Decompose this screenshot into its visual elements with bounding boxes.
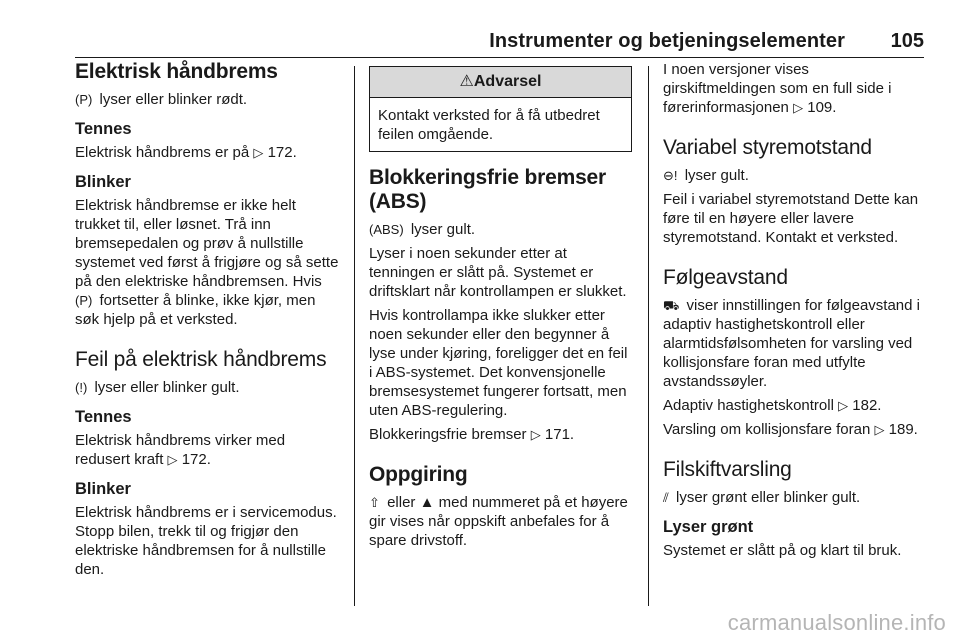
tennes-2-text: Elektrisk håndbrems virker med redusert kraft ▷ 172.: [75, 432, 286, 468]
abs-status-line: (ABS) lyser gult.: [369, 221, 476, 238]
header-divider: [75, 57, 924, 58]
heading-filskiftvarsling: Filskiftvarsling: [663, 458, 792, 481]
parking-brake-icon: (P): [75, 293, 93, 308]
warning-box: [369, 66, 632, 152]
column-divider-2: [648, 66, 649, 606]
folge-paragraph-2: Adaptiv hastighetskontroll ▷ 182.: [663, 397, 882, 414]
heading-tennes-2: Tennes: [75, 408, 132, 426]
shift-up-icon: ⇧: [369, 495, 380, 510]
fil-status-line: ⫽ lyser grønt eller blinker gult.: [663, 489, 861, 506]
abs-paragraph-2: Hvis kontrollampa ikke slukker etter noen sekunder eller den begynner å lyse under kjøring, foreligger det en feil i ABS-systemet. Det konvensjonelle bremsesystemet fungerer fortsatt, men uten ABS-regulering.: [369, 307, 628, 419]
page-number: 105: [890, 30, 924, 52]
warning-text: Kontakt verksted for å få utbedret feilen omgående.: [378, 107, 600, 143]
ehb-status-line: (P) lyser eller blinker rødt.: [75, 91, 248, 108]
page-ref-link[interactable]: 171.: [544, 426, 575, 443]
blinker-2-text: Elektrisk håndbrems er i servicemodus. Stopp bilen, trekk til og frigjør den elektriske håndbremsen for å nullstille den.: [75, 504, 337, 578]
warning-header: ⚠Advarsel: [370, 67, 631, 98]
heading-tennes-1: Tennes: [75, 120, 132, 138]
folge-paragraph-1: ⛟ viser innstillingen for følgeavstand i adaptiv hastighetskontroll eller alarmtidsfølsomheten for varsling ved kollisjonsfare foran med utfylte avstandssøyler.: [663, 297, 920, 390]
brake-fault-icon: (!): [75, 380, 88, 395]
page-ref-link[interactable]: 172.: [181, 451, 211, 468]
warning-triangle-icon: ⚠: [459, 73, 474, 90]
abs-paragraph-1: Lyser i noen sekunder etter at tenningen er slått på. Systemet er driftsklart når kontrollampen er slukket.: [369, 245, 627, 300]
tennes-1-text: Elektrisk håndbrems er på ▷ 172.: [75, 144, 297, 161]
heading-blinker-1: Blinker: [75, 173, 131, 191]
lyser-gront-text: Systemet er slått på og klart til bruk.: [663, 542, 902, 559]
page-ref-arrow-icon: ▷: [838, 398, 849, 413]
page-ref-arrow-icon: ▷: [874, 422, 885, 437]
folge-paragraph-3: Varsling om kollisjonsfare foran ▷ 189.: [663, 421, 918, 438]
heading-folgeavstand: Følgeavstand: [663, 266, 788, 289]
heading-oppgiring: Oppgiring: [369, 463, 468, 486]
heading-abs: Blokkeringsfrie bremser (ABS): [369, 166, 607, 213]
page-title: Instrumenter og betjeningselementer: [489, 30, 845, 52]
page-ref-arrow-icon: ▷: [167, 452, 178, 467]
page-ref-arrow-icon: ▷: [530, 427, 541, 442]
heading-variabel-styremotstand: Variabel styremotstand: [663, 136, 872, 159]
abs-icon: (ABS): [369, 222, 404, 237]
heading-blinker-2: Blinker: [75, 480, 131, 498]
up-arrow-icon: ▲: [419, 494, 435, 511]
column-2: [369, 60, 632, 555]
column-1: [75, 60, 343, 584]
page-ref-arrow-icon: ▷: [253, 145, 264, 160]
page-header: [0, 0, 960, 56]
abs-paragraph-3: Blokkeringsfrie bremser ▷ 171.: [369, 426, 575, 443]
heading-feil-handbrems: Feil på elektrisk håndbrems: [75, 348, 327, 371]
oppgiring-text: ⇧ eller ▲ med nummeret på et høyere gir vises når oppskift anbefales for å spare drivstoff.: [369, 494, 628, 549]
steering-fault-icon: ⊖!: [663, 168, 678, 183]
page-ref-link[interactable]: 109.: [807, 99, 837, 116]
blinker-1-text: Elektrisk håndbremse er ikke helt trukket til, eller løsnet. Trå inn bremsepedalen og prøv å nullstille systemet ved først å frigjøre og så sette på den elektriske håndbremsen. Hvis (P) fortsetter å blinke, ikke kjør, men søk hjelp på et verksted.: [75, 197, 339, 328]
watermark: carmanualsonline.info: [727, 610, 946, 635]
page-ref-link[interactable]: 189.: [888, 421, 918, 438]
lane-change-icon: ⫽: [663, 490, 669, 505]
parking-brake-icon: (P): [75, 92, 93, 107]
girskift-intro: I noen versjoner vises girskiftmeldingen som en full side i førerinformasjonen ▷ 109.: [663, 61, 892, 116]
page-ref-link[interactable]: 172.: [267, 144, 297, 161]
vehicle-distance-icon: ⛟: [663, 298, 680, 313]
var-status-line: ⊖! lyser gult.: [663, 167, 749, 184]
column-3: [663, 60, 925, 565]
heading-lyser-gront: Lyser grønt: [663, 518, 754, 536]
heading-elektrisk-handbrems: Elektrisk håndbrems: [75, 60, 278, 83]
var-paragraph: Feil i variabel styremotstand Dette kan føre til en høyere eller lavere styremotstand. Kontakt et verksted.: [663, 191, 919, 246]
feil-status-line: (!) lyser eller blinker gult.: [75, 379, 240, 396]
page-ref-link[interactable]: 182.: [852, 397, 882, 414]
column-divider-1: [354, 66, 355, 606]
page-ref-arrow-icon: ▷: [793, 100, 804, 115]
